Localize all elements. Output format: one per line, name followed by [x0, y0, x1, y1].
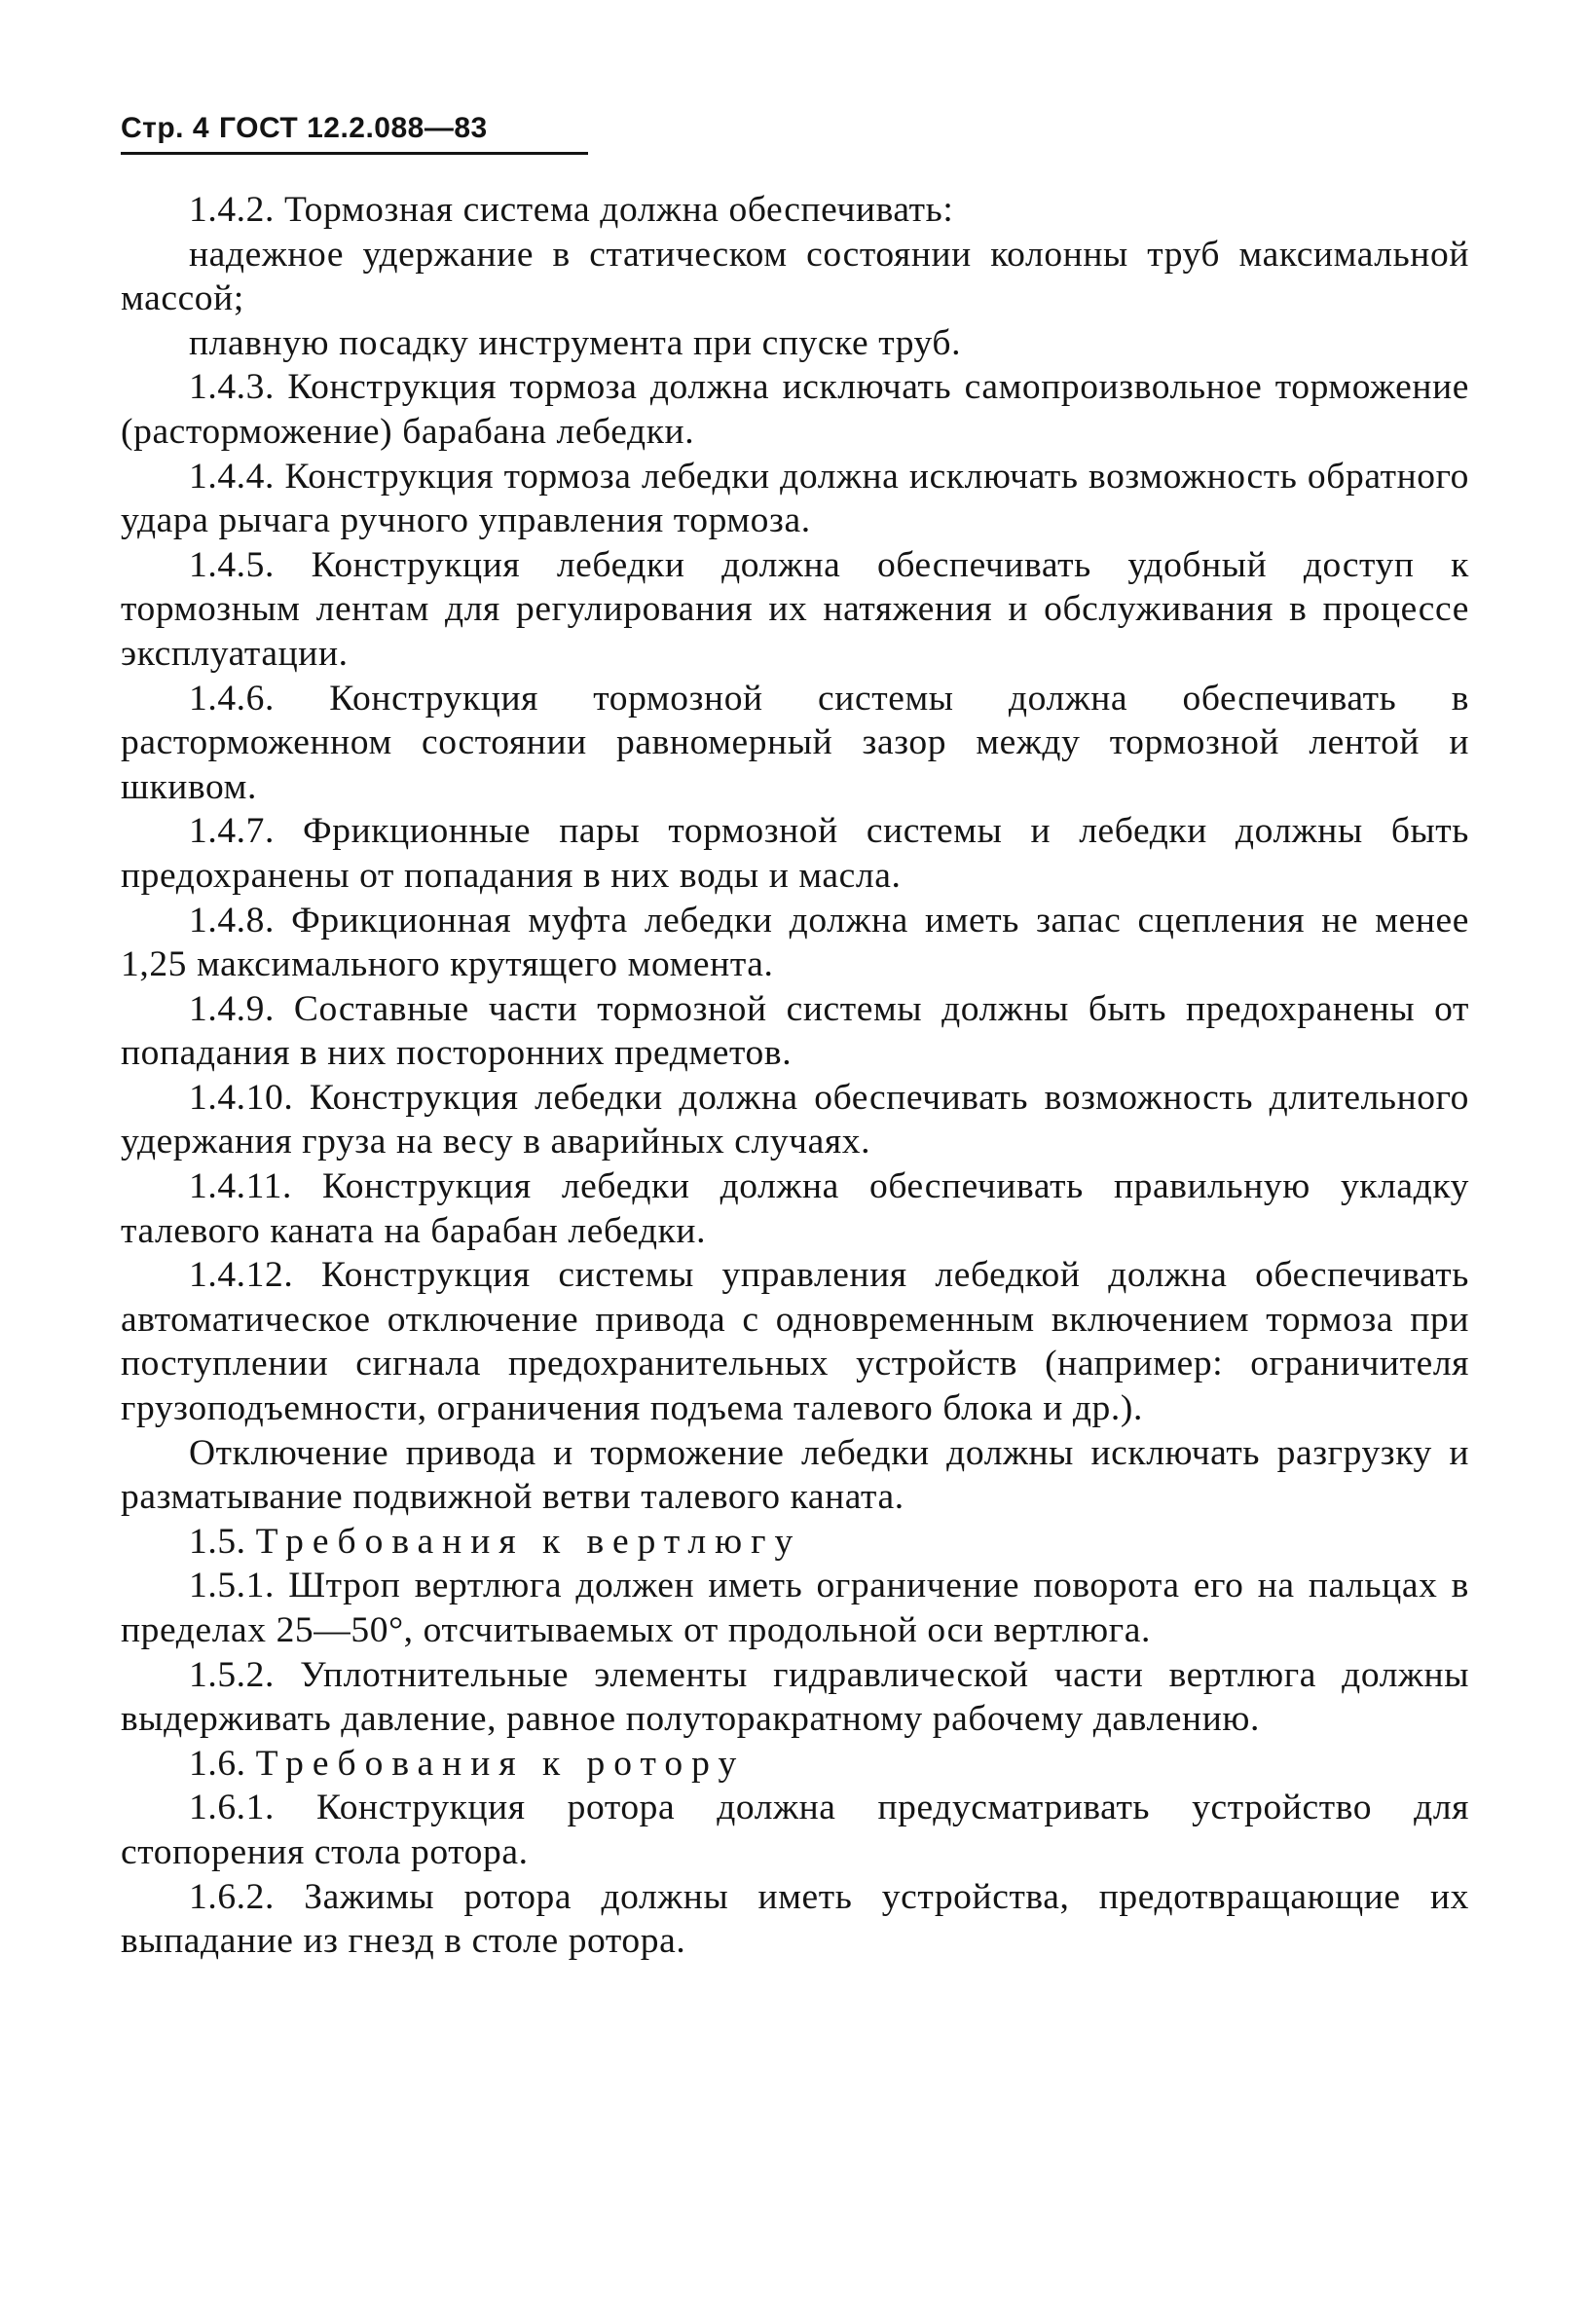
header-divider	[121, 152, 588, 155]
document-body	[121, 188, 1469, 1964]
section-heading-1-5	[121, 1520, 1469, 1565]
section-number-1-6: 1.6.	[189, 1743, 256, 1784]
standard-designation: ГОСТ 12.2.088—83	[219, 112, 488, 144]
paragraph-1-4-9: 1.4.9. Составные части тормозной системы должны быть предохранены от попадания в них посторонних предметов.	[121, 988, 1469, 1074]
paragraph-1-4-7: 1.4.7. Фрикционные пары тормозной системы и лебедки должны быть предохранены от попадания в них воды и масла.	[121, 811, 1469, 896]
section-number-1-5: 1.5.	[189, 1521, 256, 1562]
document-page	[121, 109, 1469, 1964]
paragraph-drive-disconnect: Отключение привода и торможение лебедки должны исключать разгрузку и разматывание подвижной ветви талевого каната.	[121, 1432, 1469, 1518]
paragraph-1-4-11: 1.4.11. Конструкция лебедки должна обеспечивать правильную укладку талевого каната на барабан лебедки.	[121, 1166, 1469, 1251]
paragraph-1-4-6: 1.4.6. Конструкция тормозной системы должна обеспечивать в расторможенном состоянии равномерный зазор между тормозной лентой и шкивом.	[121, 678, 1469, 807]
paragraph-1-4-10: 1.4.10. Конструкция лебедки должна обеспечивать возможность длительного удержания груза на весу в аварийных случаях.	[121, 1077, 1469, 1162]
section-title-1-5: Требования к вертлюгу	[255, 1521, 802, 1562]
paragraph-1-6-2: 1.6.2. Зажимы ротора должны иметь устройства, предотвращающие их выпадание из гнезд в столе ротора.	[121, 1876, 1469, 1962]
section-heading-1-6	[121, 1742, 1469, 1787]
paragraph-1-4-12: 1.4.12. Конструкция системы управления лебедкой должна обеспечивать автоматическое отключение привода с одновременным включением тормоза при поступлении сигнала предохранительных устройств (например: ограничителя грузоподъемности, ограничения подъема талевого блока и др.).	[121, 1255, 1469, 1429]
paragraph-1-6-1: 1.6.1. Конструкция ротора должна предусматривать устройство для стопорения стола ротора.	[121, 1788, 1469, 1872]
paragraph-item-smooth-landing: плавную посадку инструмента при спуске труб.	[189, 322, 962, 363]
paragraph-1-4-4: 1.4.4. Конструкция тормоза лебедки должна исключать возможность обратного удара рычага ручного управления тормоза.	[121, 456, 1469, 541]
paragraph-1-4-2: 1.4.2. Тормозная система должна обеспечивать:	[189, 190, 954, 230]
paragraph-1-5-2: 1.5.2. Уплотнительные элементы гидравлической части вертлюга должны выдерживать давление, равное полуторакратному рабочему давлению.	[121, 1654, 1469, 1740]
paragraph-item-reliable-holding: надежное удержание в статическом состоянии колонны труб максимальной массой;	[121, 234, 1469, 319]
paragraph-1-4-5: 1.4.5. Конструкция лебедки должна обеспечивать удобный доступ к тормозным лентам для регулирования их натяжения и обслуживания в процессе эксплуатации.	[121, 544, 1469, 674]
paragraph-1-4-3: 1.4.3. Конструкция тормоза должна исключать самопроизвольное торможение (расторможение) барабана лебедки.	[121, 367, 1469, 452]
paragraph-1-4-8: 1.4.8. Фрикционная муфта лебедки должна иметь запас сцепления не менее 1,25 максимального крутящего момента.	[121, 900, 1469, 985]
section-title-1-6: Требования к ротору	[255, 1743, 746, 1784]
page-header	[121, 109, 1469, 150]
page-number-label: Стр. 4	[121, 112, 210, 144]
paragraph-1-5-1: 1.5.1. Штроп вертлюга должен иметь ограничение поворота его на пальцах в пределах 25—50°, отсчитываемых от продольной оси вертлюга.	[121, 1566, 1469, 1650]
